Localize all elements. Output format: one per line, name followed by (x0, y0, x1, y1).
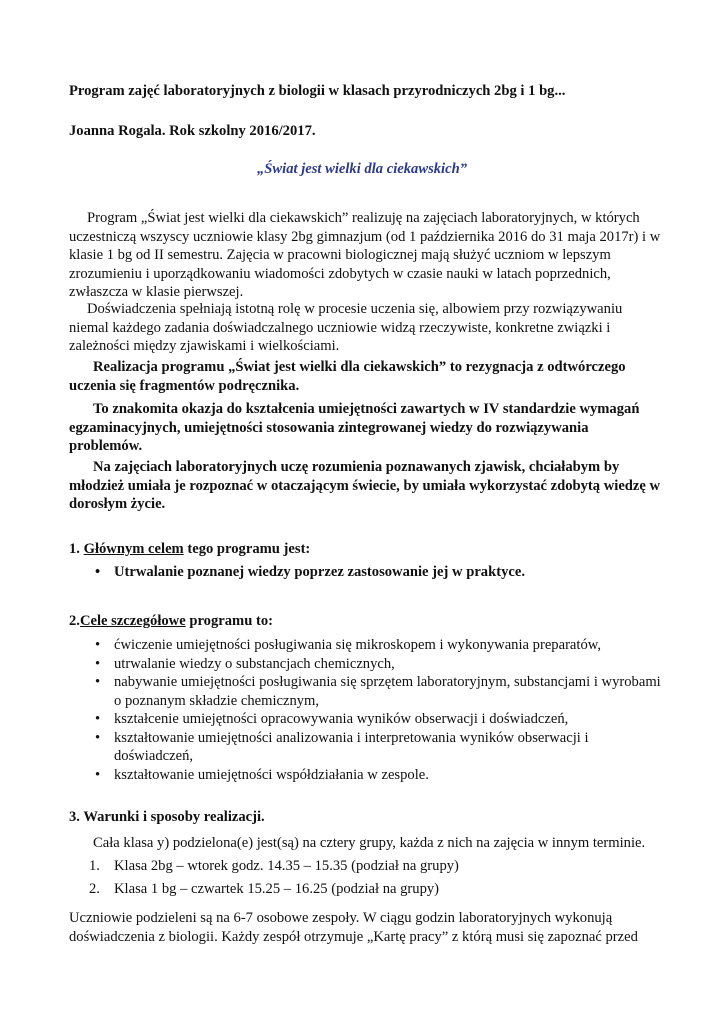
list-item-text: nabywanie umiejętności posługiwania się sprzętem laboratoryjnym, substancjami i wyrobami o poznanym składzie chemicznym, (114, 674, 661, 709)
list-item-text: kształcenie umiejętności opracowywania wyników obserwacji i doświadczeń, (114, 711, 569, 727)
document-title: Program zajęć laboratoryjnych z biologii w klasach przyrodniczych 2bg i 1 bg... (69, 83, 566, 99)
section-1-underlined: Głównym celem (83, 541, 184, 557)
list-item (69, 673, 661, 710)
section-2-underlined: Cele szczegółowe (79, 613, 186, 629)
paragraph-experiments (69, 300, 661, 356)
section-1-heading (69, 540, 661, 559)
section-1-rest: tego programu jest: (183, 541, 311, 557)
list-item (69, 710, 661, 729)
list-item (69, 880, 661, 899)
paragraph-opportunity (69, 400, 661, 456)
section-3-list (69, 857, 661, 902)
motto: „Świat jest wielki dla ciekawskich” (257, 161, 467, 177)
section-1-number: 1. (69, 541, 84, 557)
list-item (69, 729, 661, 766)
paragraph-realization (69, 358, 661, 395)
bullet-icon: • (95, 711, 101, 727)
paragraph-teaching (69, 458, 661, 514)
list-item-text: Klasa 1 bg – czwartek 15.25 – 16.25 (podział na grupy) (114, 880, 440, 897)
section-2-rest: programu to: (185, 613, 273, 629)
list-item-text: kształtowanie umiejętności współdziałania w zespole. (114, 766, 429, 783)
bullet-icon: • (95, 729, 101, 746)
section-3-intro-text: Cała klasa y) podzielona(e) jest(są) na cztery grupy, każda z nich na zajęcia w innym terminie. (93, 835, 646, 851)
section-1-list (69, 563, 661, 582)
bullet-icon: • (95, 655, 101, 672)
bullet-icon: • (95, 766, 101, 783)
paragraph-experiments-text: Doświadczenia spełniają istotną rolę w procesie uczenia się, albowiem przy rozwiązywaniu niemal każdego zadania doświadczalnego uczniowie widzą rzeczywiste, konkretne związki i zależności między zjawiskami i wielkościami. (69, 301, 623, 354)
list-number: 2. (89, 880, 100, 897)
section-2-list (69, 636, 661, 784)
author-line: Joanna Rogala. Rok szkolny 2016/2017. (69, 123, 316, 139)
list-number: 1. (89, 858, 100, 874)
list-item-text: utrwalanie wiedzy o substancjach chemicznych, (114, 655, 395, 672)
paragraph-intro-text: Program „Świat jest wielki dla ciekawskich” realizuję na zajęciach laboratoryjnych, w których uczestniczą wszyscy uczniowie klasy 2bg gimnazjum (od 1 października 2016 do 31 maja 2017r) i w klasie 1 bg od II semestru. Zajęcia w pracowni biologicznej mają służyć uczniom w lepszym zrozumieniu i uporządkowaniu wiadomości zdobytych w czasie nauki w latach poprzednich, zwłaszcza w klasie pierwszej. (69, 210, 661, 300)
section-3-closing: Uczniowie podzieleni są na 6-7 osobowe zespoły. W ciągu godzin laboratoryjnych wykonują doświadczenia z biologii. Każdy zespół otrzymuje „Kartę pracy” z którą musi się zapoznać przed (69, 910, 638, 945)
bullet-icon: • (95, 637, 101, 653)
bullet-icon: • (95, 674, 101, 690)
list-item (69, 636, 661, 655)
list-item-text: Utrwalanie poznanej wiedzy poprzez zastosowanie jej w praktyce. (114, 564, 525, 580)
paragraph-teaching-text: Na zajęciach laboratoryjnych uczę rozumienia poznawanych zjawisk, chciałabym by młodzież umiała je rozpoznać w otaczającym świecie, by umiała wykorzystać zdobytą wiedzę w dorosłym życie. (69, 459, 661, 512)
list-item (69, 563, 661, 582)
paragraph-intro (69, 209, 661, 302)
list-item-text: ćwiczenie umiejętności posługiwania się mikroskopem i wykonywania preparatów, (114, 637, 601, 653)
bullet-icon: • (95, 564, 101, 580)
section-2-number: 2. (69, 613, 80, 629)
paragraph-opportunity-text: To znakomita okazja do kształcenia umiejętności zawartych w IV standardzie wymagań egzaminacyjnych, umiejętności stosowania zintegrowanej wiedzy do rozwiązywania problemów. (69, 401, 640, 454)
paragraph-realization-text: Realizacja programu „Świat jest wielki dla ciekawskich” to rezygnacja z odtwórczego uczenia się fragmentów podręcznika. (69, 359, 626, 394)
list-item (69, 655, 661, 674)
list-item-text: Klasa 2bg – wtorek godz. 14.35 – 15.35 (podział na grupy) (114, 858, 459, 874)
section-3-intro (69, 834, 661, 853)
list-item-text: kształtowanie umiejętności analizowania i interpretowania wyników obserwacji i doświadczeń, (114, 729, 589, 764)
section-2-heading (69, 612, 661, 631)
section-3-heading: 3. Warunki i sposoby realizacji. (69, 809, 265, 825)
list-item (69, 766, 661, 785)
list-item (69, 857, 661, 876)
